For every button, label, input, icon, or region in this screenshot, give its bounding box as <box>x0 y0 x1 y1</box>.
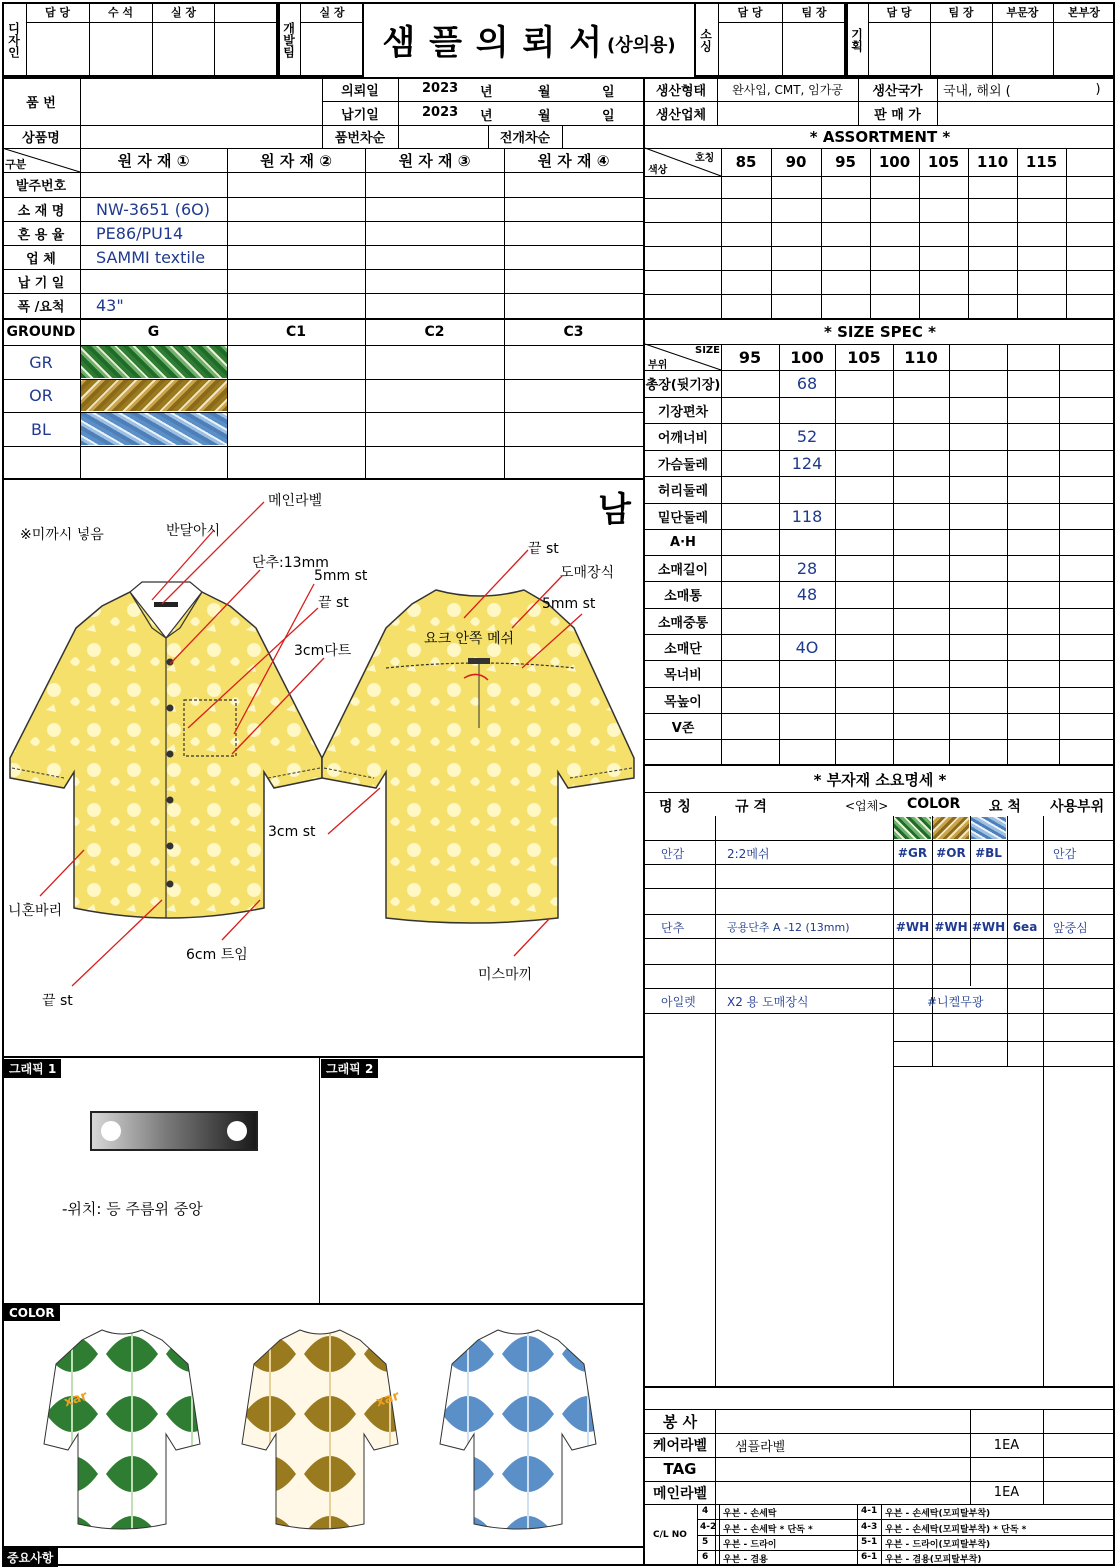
note-button: 단추:13mm <box>252 555 329 571</box>
prod-type-label: 생산형태 <box>655 83 707 99</box>
spec-size-95: 95 <box>738 347 762 367</box>
sketch-area <box>2 478 643 1056</box>
materials-table <box>2 148 643 478</box>
note-slit: 6cm 트임 <box>186 947 248 963</box>
dev-label: 개발팀 <box>281 21 296 58</box>
assort-size-110: 110 <box>976 153 1009 171</box>
spec-value-100[interactable]: 52 <box>796 427 818 446</box>
page-title-sub: (상의용) <box>606 34 676 56</box>
sewing-label: 봉 사 <box>662 1412 698 1431</box>
planning-col-3: 부문장 <box>1006 6 1039 19</box>
note-3cm-st: 3cm st <box>268 824 316 840</box>
assortment-table <box>645 148 1115 318</box>
sub-row-c1: #WH <box>895 920 930 934</box>
cl-no-table: 4 우븐 - 손세탁 4-1 우븐 - 손세탁(모피탈부착) 4-2 우븐 - 손세탁 * 단독 * 4-3 우븐 - 손세탁(모피탈부착) * 단독 * 5 우븐 - 드라이 5-1 우븐 - 드라이(모피탈부착) 6 우븐 - 겸용 6-1 우븐 - 겸용(모피탈부착) <box>697 1504 1115 1566</box>
product-name-label: 상품명 <box>22 131 60 146</box>
header-title <box>364 2 694 77</box>
prod-country-label: 생산국가 <box>872 83 923 99</box>
prod-country-close: ) <box>1095 81 1101 97</box>
note-painting: 도매장식 <box>560 565 615 581</box>
label-block <box>645 1409 1115 1566</box>
width-label: 폭 /요척 <box>17 300 65 315</box>
delivery-label: 납 기 일 <box>17 275 65 291</box>
graphic-1-label: 그래픽 1 <box>4 1059 61 1078</box>
sub-col-qty: 요 척 <box>989 799 1021 815</box>
spec-row-label: 목높이 <box>664 694 702 710</box>
material-header-1: 원 자 재 ① <box>117 151 190 170</box>
spec-corner-bottom: 부위 <box>648 360 668 371</box>
sign-col-3: 실 장 <box>170 6 197 19</box>
spec-value-100[interactable]: 68 <box>796 374 818 393</box>
vendor-value[interactable]: SAMMI textile <box>96 247 206 267</box>
vendor-label: 업 체 <box>26 251 56 267</box>
spec-row-label: 목너비 <box>664 668 702 683</box>
sourcing-col-2: 팀 장 <box>801 6 827 19</box>
assort-size-85: 85 <box>735 153 757 171</box>
sub-row-name: 아일렛 <box>661 994 696 1009</box>
graphic-position-note: -위치: 등 주름위 중앙 <box>62 1200 203 1218</box>
spec-value-100[interactable]: 118 <box>791 506 823 526</box>
logo-green: xar <box>62 1388 90 1411</box>
dev-sign-col: 실 장 <box>319 6 345 19</box>
sub-col-name: 명 칭 <box>659 799 691 815</box>
spec-row-label: 밑단둘레 <box>657 510 709 526</box>
graphic-1-eyelet-strip <box>90 1111 258 1151</box>
blend-value[interactable]: PE86/PU14 <box>96 223 184 243</box>
sign-col-2: 수 석 <box>107 6 134 19</box>
sub-row-spec[interactable]: X2 용 도매장식 <box>727 994 809 1009</box>
assort-size-90: 90 <box>785 153 807 171</box>
note-edge-st-bottom: 끝 st <box>42 993 73 1009</box>
color-section-label: COLOR <box>4 1305 60 1321</box>
assort-size-100: 100 <box>878 153 911 171</box>
sub-row-c3: #BL <box>975 846 1002 860</box>
main-label-mark <box>154 602 178 607</box>
swatch-blue <box>81 413 227 445</box>
care-label-value[interactable]: 샘플라벨 <box>735 1439 786 1455</box>
item-no-label: 품 번 <box>26 95 56 111</box>
spec-row-label: A·H <box>670 534 696 550</box>
due-date-field[interactable]: 2023 년 월 일 <box>422 105 615 124</box>
assort-size-115: 115 <box>1025 153 1058 171</box>
planning-label: 기획 <box>849 27 864 52</box>
spec-value-100[interactable]: 48 <box>796 585 818 604</box>
header-dev <box>278 2 364 77</box>
sub-row-qty: 6ea <box>1012 920 1038 934</box>
fabric-name-label: 소 재 명 <box>17 203 65 219</box>
design-label: 디자인 <box>6 21 21 58</box>
spec-row-label: 소매통 <box>664 589 702 604</box>
sourcing-col-1: 담 당 <box>737 6 763 19</box>
request-date-label: 의뢰일 <box>341 83 379 99</box>
sub-row-use: 안감 <box>1053 846 1077 861</box>
expand-order-label: 전개차순 <box>499 131 551 146</box>
note-dart: 3cm다트 <box>294 643 352 659</box>
care-label-label: 케어라벨 <box>652 1438 708 1454</box>
spec-row-label: 소매단 <box>664 641 702 657</box>
material-header-3: 원 자 재 ③ <box>398 151 471 170</box>
assort-corner-top: 호칭 <box>695 153 715 164</box>
planning-col-2: 팀 장 <box>948 6 974 19</box>
ground-col-c3: C3 <box>563 323 584 340</box>
size-spec-title: * SIZE SPEC * <box>824 323 936 341</box>
header-planning <box>846 2 1115 77</box>
graphic-2-label: 그래픽 2 <box>321 1059 378 1078</box>
sourcing-label: 소싱 <box>698 27 713 52</box>
cl-no-label: C/L NO <box>653 1530 687 1540</box>
color-variants <box>2 1316 643 1556</box>
spec-size-105: 105 <box>847 347 881 367</box>
sub-row-c3: #WH <box>971 920 1006 934</box>
submaterial-title: * 부자재 소요명세 * <box>813 770 947 789</box>
sub-col-use: 사용부위 <box>1050 799 1105 815</box>
prod-type-value[interactable]: 완사입, CMT, 임가공 <box>732 82 843 97</box>
sub-col-vendor: <업체> <box>845 799 889 813</box>
spec-row-label: V존 <box>671 720 695 736</box>
request-date-field[interactable]: 2023 년 월 일 <box>422 81 615 100</box>
note-yoke: 요크 안쪽 메쉬 <box>424 631 515 647</box>
due-date-label: 납기일 <box>341 107 379 123</box>
sub-row-name: 안감 <box>661 846 685 861</box>
planning-col-4: 본부장 <box>1068 6 1100 19</box>
main-label-label: 메인라벨 <box>652 1485 708 1502</box>
order-no-label: 발주번호 <box>15 179 67 194</box>
spec-row-label: 소매길이 <box>657 562 709 578</box>
spec-row-label: 기장편차 <box>657 404 709 420</box>
eyelet-left-icon <box>101 1121 121 1141</box>
note-nihon: 니혼바리 <box>8 903 63 919</box>
header-sourcing <box>694 2 846 77</box>
ground-row-bl: BL <box>31 419 51 439</box>
materials-corner-label: 구분 <box>5 158 27 171</box>
gender-mark: 남 <box>598 490 631 530</box>
spec-value-100[interactable]: 28 <box>796 558 818 578</box>
material-header-4: 원 자 재 ④ <box>537 151 610 170</box>
item-order-label: 품번차순 <box>334 131 386 146</box>
note-half-moon: 반달아시 <box>166 523 221 539</box>
ground-row-or: OR <box>29 386 53 405</box>
sign-col-1: 담 당 <box>44 6 71 19</box>
spec-value-100[interactable]: 4O <box>795 637 819 657</box>
note-main-label: 메인라벨 <box>268 493 323 509</box>
ground-label: GROUND <box>6 323 76 340</box>
material-header-2: 원 자 재 ② <box>260 151 332 170</box>
planning-col-1: 담 당 <box>886 6 912 19</box>
sub-row-spec[interactable]: 2:2메쉬 <box>727 846 770 861</box>
sub-row-c1: #GR <box>897 846 928 860</box>
sub-row-c2: #WH <box>934 920 968 934</box>
spec-row-label: 가슴둘레 <box>657 457 709 473</box>
note-misumaki: 미스마끼 <box>478 967 533 983</box>
logo-ochre: xar <box>374 1388 402 1411</box>
note-mikashi: ※미까시 넣음 <box>20 527 104 543</box>
note-edge-st-front: 끝 st <box>318 595 349 611</box>
sub-swatch-green <box>894 817 931 839</box>
tag-label: TAG <box>663 1460 697 1478</box>
note-5mm-back: 5mm st <box>542 596 596 612</box>
sub-col-spec: 규 격 <box>735 799 767 815</box>
spec-corner-top: SIZE <box>695 345 721 356</box>
spec-row-label: 소매중통 <box>657 615 709 631</box>
important-label: 중요사항 <box>2 1548 58 1567</box>
swatch-green <box>81 346 227 378</box>
spec-value-100[interactable]: 124 <box>791 453 823 473</box>
assort-size-95: 95 <box>835 153 856 171</box>
blend-label: 혼 용 율 <box>17 227 65 243</box>
main-label-qty: 1EA <box>993 1485 1020 1500</box>
width-value[interactable]: 43" <box>96 296 124 315</box>
prod-country-value[interactable]: 국내, 해외 ( <box>943 83 1011 99</box>
sub-row-spec[interactable]: 공용단추 A -12 (13mm) <box>727 921 850 934</box>
header-approval-left <box>2 2 278 77</box>
sales-price-label: 판 매 가 <box>874 107 921 123</box>
sub-row-use: 앞중심 <box>1053 920 1088 935</box>
note-5mm-front: 5mm st <box>314 568 368 584</box>
order-no-value[interactable] <box>80 172 227 197</box>
page-title: 샘 플 의 뢰 서 <box>382 23 603 63</box>
swatch-ochre <box>81 380 227 411</box>
prod-company-label: 생산업체 <box>655 107 707 123</box>
submaterial-grid <box>645 816 1115 1386</box>
assort-size-105: 105 <box>927 153 960 171</box>
spec-row-label: 총장(뒷기장) <box>645 378 721 393</box>
sub-row-c1: #니켈무광 <box>927 994 984 1009</box>
sub-col-color: COLOR <box>907 796 961 812</box>
ground-col-g: G <box>147 323 160 340</box>
eyelet-right-icon <box>227 1121 247 1141</box>
assortment-title: * ASSORTMENT * <box>809 127 951 146</box>
fabric-name-value[interactable]: NW-3651 (6O) <box>96 199 210 219</box>
submaterial-header <box>645 792 1115 816</box>
care-label-qty: 1EA <box>993 1437 1020 1453</box>
sub-row-name: 단추 <box>661 920 685 935</box>
delivery-value[interactable] <box>90 269 227 293</box>
spec-row-label: 허리둘레 <box>657 484 709 499</box>
ground-col-c2: C2 <box>424 323 445 340</box>
variant-ochre <box>242 1330 398 1529</box>
sub-row-c2: #OR <box>936 846 966 860</box>
assort-corner-bottom: 색상 <box>648 165 668 176</box>
spec-row-label: 어깨너비 <box>657 431 709 446</box>
size-spec-table <box>645 344 1115 764</box>
variant-blue <box>440 1330 596 1529</box>
sub-swatch-ochre <box>933 817 969 839</box>
spec-size-100: 100 <box>790 347 824 367</box>
variant-green <box>44 1330 200 1529</box>
sub-swatch-blue <box>971 817 1006 839</box>
ground-col-c1: C1 <box>285 323 306 340</box>
note-edge-st-back: 끝 st <box>528 541 559 557</box>
spec-size-110: 110 <box>904 347 938 367</box>
item-no-field[interactable] <box>80 77 322 125</box>
ground-row-gr: GR <box>29 352 53 372</box>
